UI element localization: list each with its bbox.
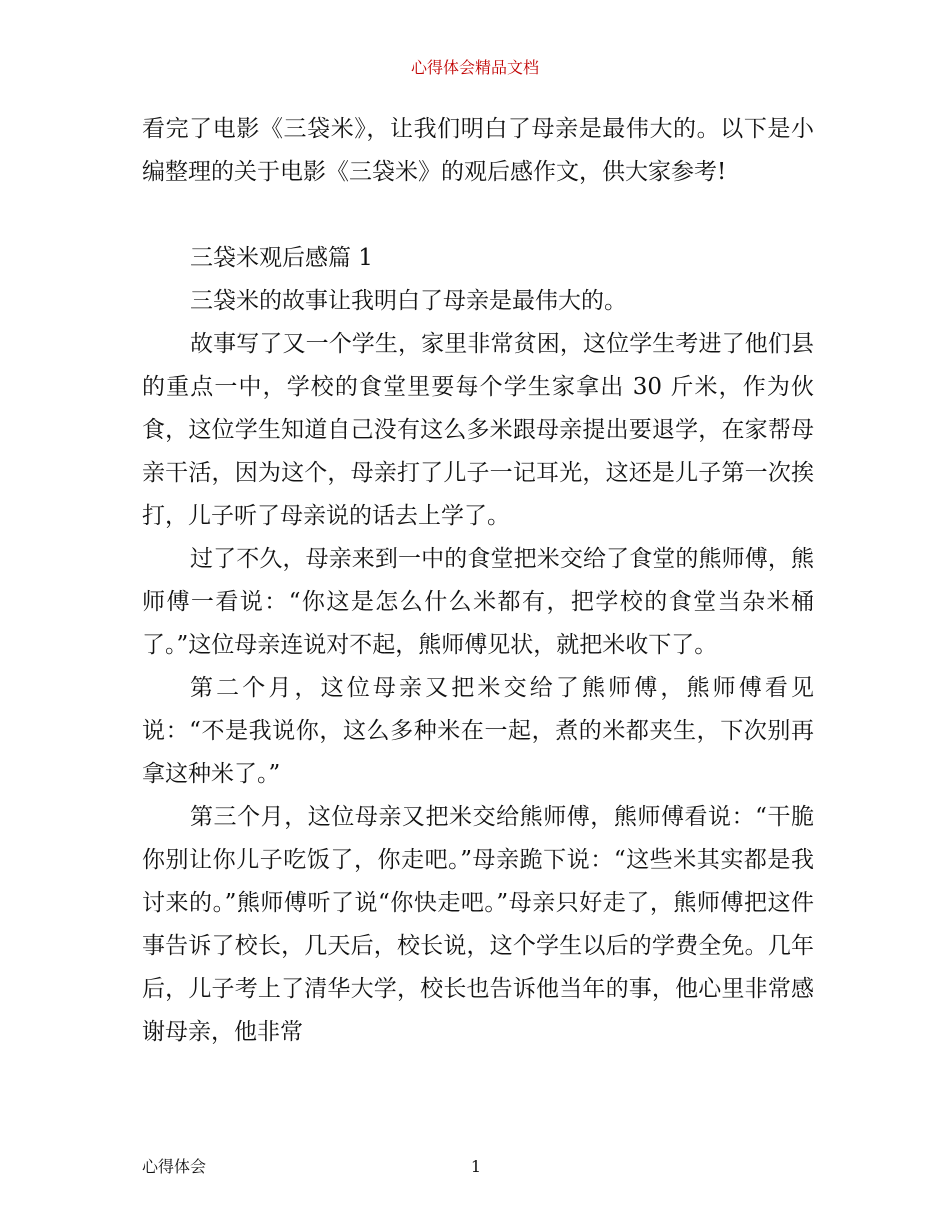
- page-number: 1: [470, 1157, 482, 1176]
- document-body: [142, 108, 814, 1054]
- section-title: 三袋米观后感篇 1: [190, 245, 373, 271]
- paragraph-1: 三袋米的故事让我明白了母亲是最伟大的。: [190, 288, 627, 314]
- paragraph-4: 第二个月，这位母亲又把米交给了熊师傅，熊师傅看见说：“不是我说你，这么多种米在一起，煮的米都夹生，下次别再拿这种米了。”: [142, 675, 814, 787]
- document-header-title: 心得体会精品文档: [410, 58, 539, 77]
- paragraph-gap: [142, 194, 814, 237]
- intro-paragraph: 看完了电影《三袋米》，让我们明白了母亲是最伟大的。以下是小编整理的关于电影《三袋米》的观后感作文，供大家参考!: [142, 116, 814, 185]
- paragraph-5: 第三个月，这位母亲又把米交给熊师傅，熊师傅看说：“干脆你别让你儿子吃饭了，你走吧。”母亲跪下说：“这些米其实都是我讨来的。”熊师傅听了说“你快走吧。”母亲只好走了，熊师傅把这件事告诉了校长，几天后，校长说，这个学生以后的学费全免。几年后，儿子考上了清华大学，校长也告诉他当年的事，他心里非常感谢母亲，他非常: [142, 804, 814, 1045]
- paragraph-2: 故事写了又一个学生，家里非常贫困，这位学生考进了他们县的重点一中，学校的食堂里要每个学生家拿出 30 斤米，作为伙食，这位学生知道自己没有这么多米跟母亲提出要退学，在家帮母亲干活，因为这个，母亲打了儿子一记耳光，这还是儿子第一次挨打，儿子听了母亲说的话去上学了。: [142, 331, 814, 529]
- paragraph-3: 过了不久，母亲来到一中的食堂把米交给了食堂的熊师傅，熊师傅一看说：“你这是怎么什么米都有，把学校的食堂当杂米桶了。”这位母亲连说对不起，熊师傅见状，就把米收下了。: [142, 546, 814, 658]
- footer-label: 心得体会: [142, 1157, 207, 1176]
